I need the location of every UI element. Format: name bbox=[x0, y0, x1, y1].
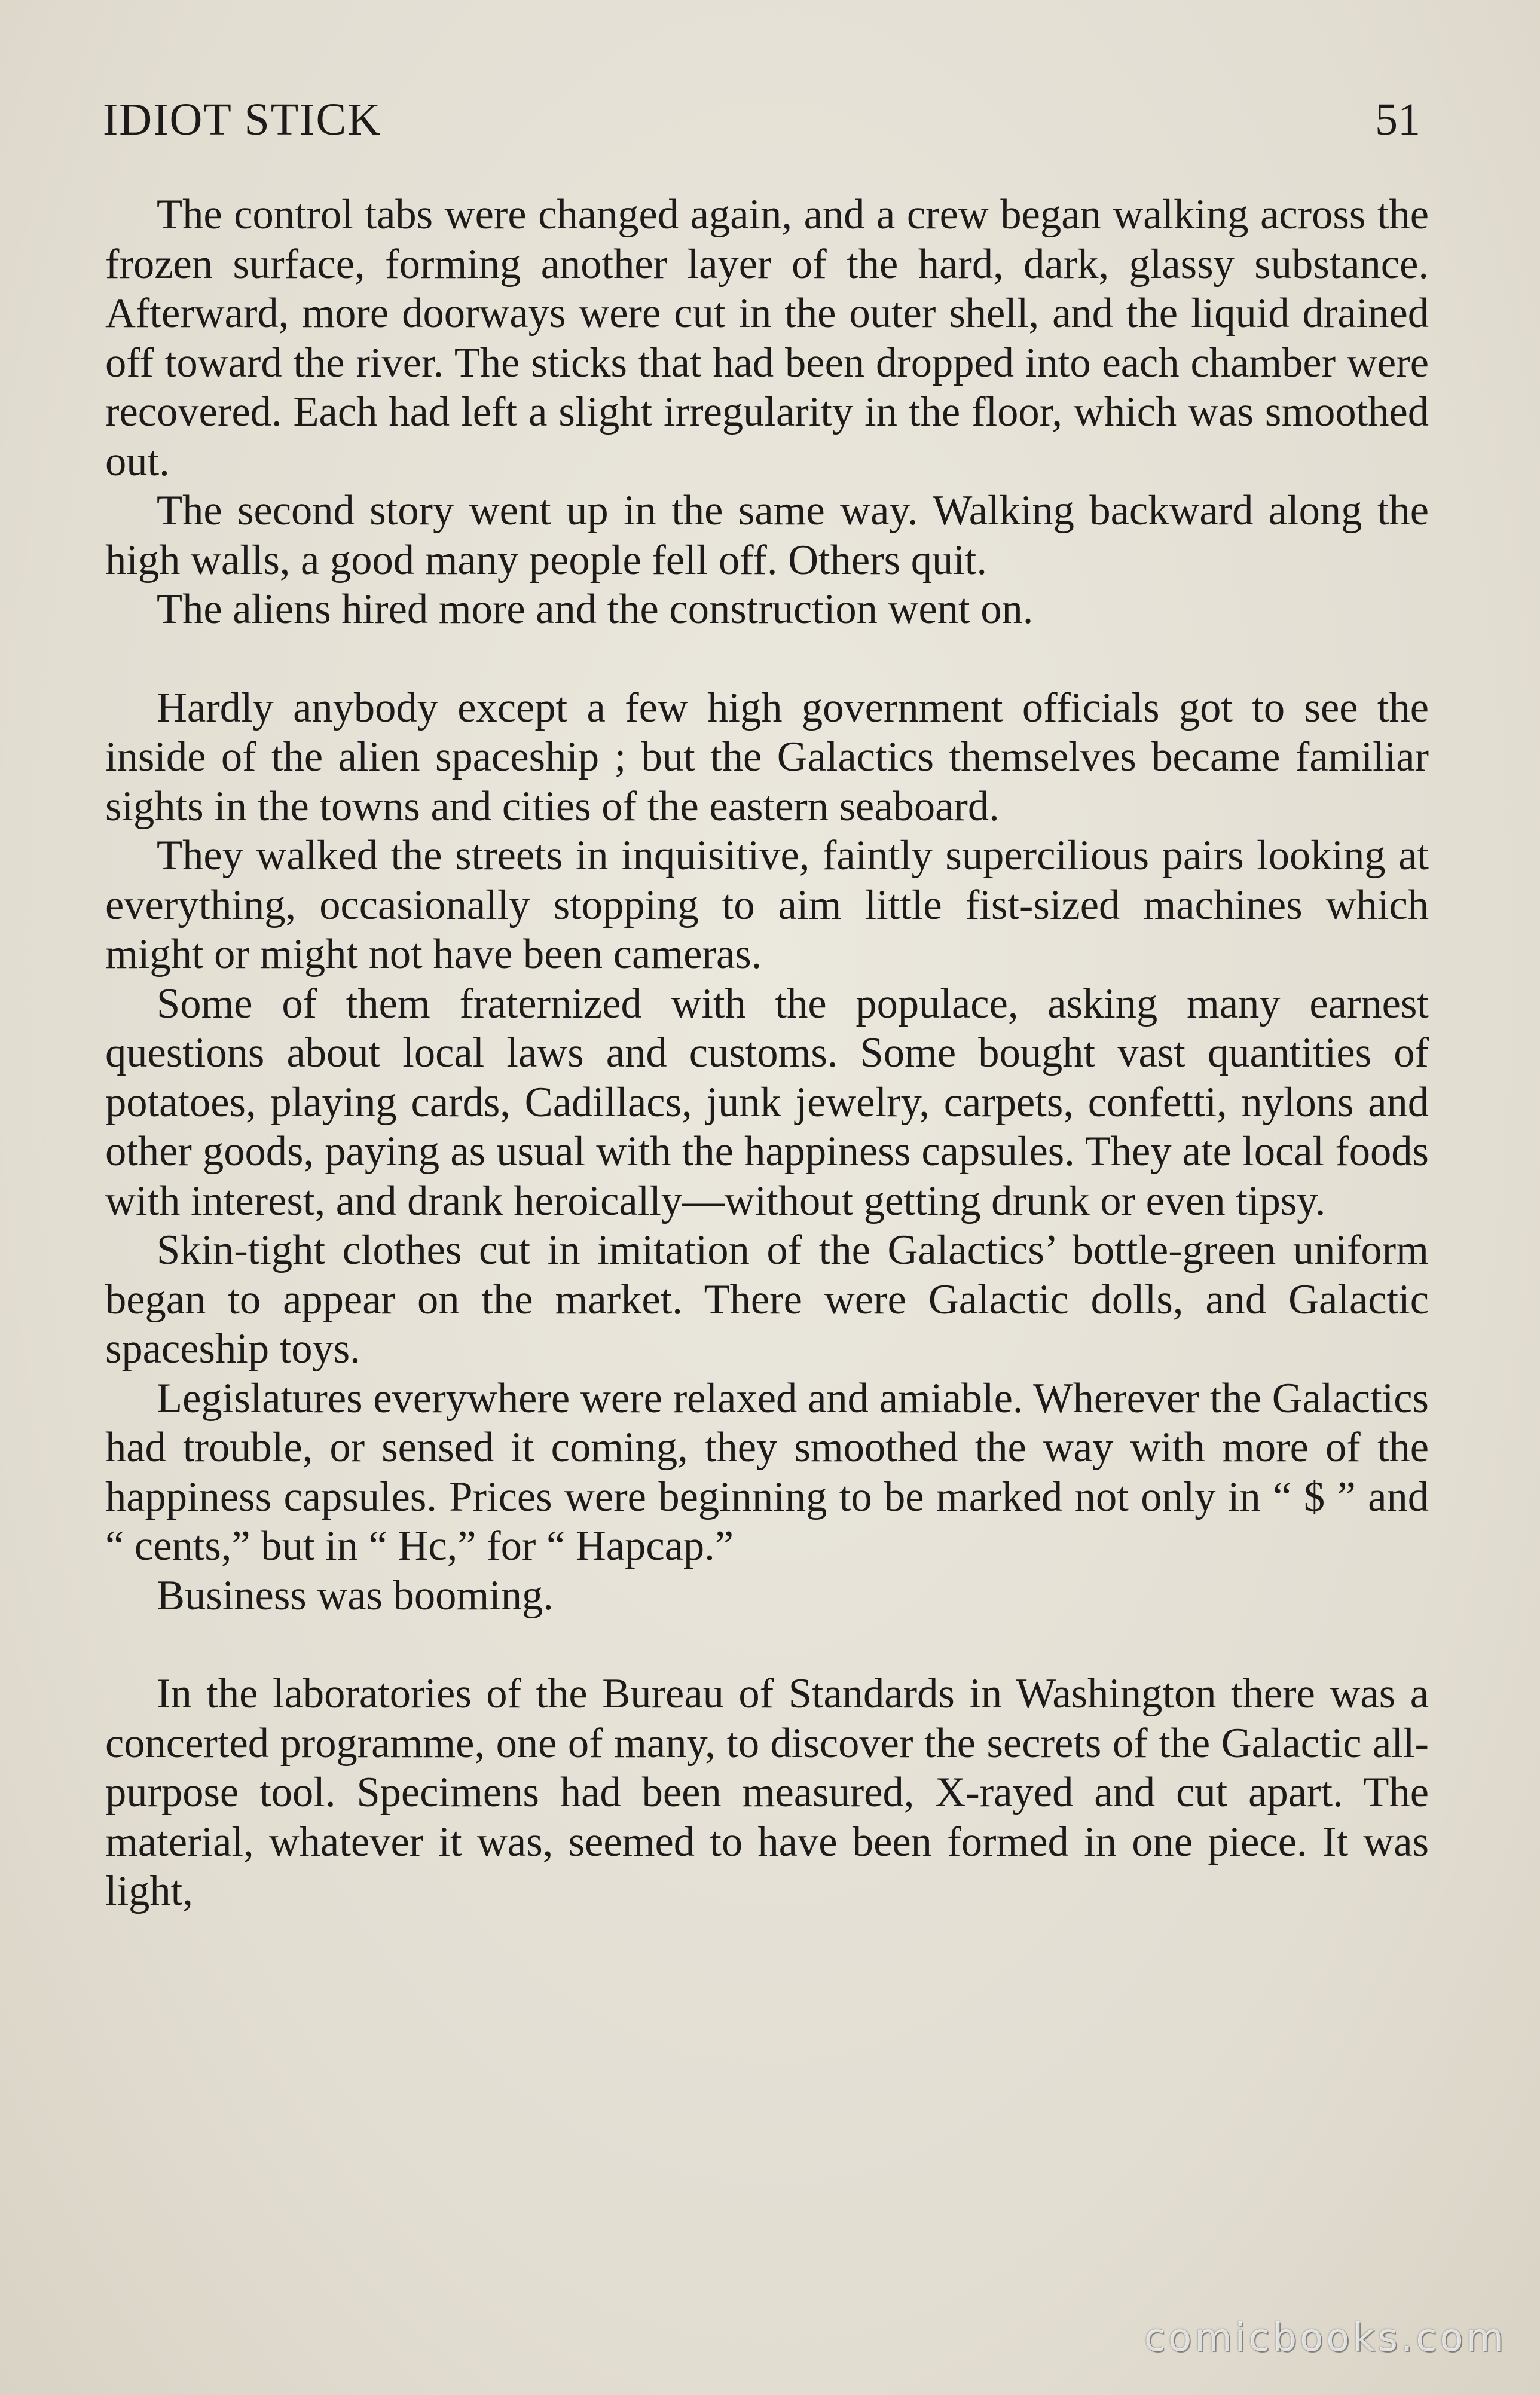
section-2 bbox=[105, 683, 1429, 1621]
paragraph: Skin-tight clothes cut in imitation of the Galactics’ bottle-green uniform began to appear on the market. There were Galactic dolls, and Galactic spaceship toys. bbox=[105, 1227, 1429, 1372]
paragraph: In the laboratories of the Bureau of Standards in Washington there was a concerted programme, one of many, to discover the secrets of the Galactic all-purpose tool. Specimens had been measured, X-rayed and cut apart. The material, whatever it was, seemed to have been formed in one piece. It was light, bbox=[105, 1670, 1429, 1914]
paragraph: They walked the streets in inquisitive, faintly supercilious pairs looking at everything, occasionally stopping to aim little fist-sized machines which might or might not have been cameras. bbox=[105, 832, 1429, 977]
body-text bbox=[105, 190, 1429, 1916]
paragraph: Hardly anybody except a few high government officials got to see the inside of the alien spaceship ; but the Galactics themselves became familiar sights in the towns and cities of the eastern seaboard. bbox=[105, 684, 1429, 830]
section-1 bbox=[105, 190, 1429, 634]
watermark: comicbooks.com bbox=[1144, 2316, 1507, 2360]
paragraph: Some of them fraternized with the populace, asking many earnest questions about local laws and customs. Some bought vast quantities of potatoes, playing cards, Cadillacs, junk jewelry, carpets, confetti, nylons and other goods, paying as usual with the happiness capsules. They ate local foods with interest, and drank heroically—without getting drunk or even tipsy. bbox=[105, 980, 1429, 1224]
paragraph: The aliens hired more and the construction went on. bbox=[157, 586, 1034, 633]
section-3 bbox=[105, 1669, 1429, 1916]
paragraph: The second story went up in the same way. Walking backward along the high walls, a good many people fell off. Others quit. bbox=[105, 487, 1429, 584]
paragraph: Legislatures everywhere were relaxed and amiable. Wherever the Galactics had trouble, or sensed it coming, they smoothed the way with more of the happiness capsules. Prices were beginning to be marked not only in “ $ ” and “ cents,” but in “ Hc,” for “ Hapcap.” bbox=[105, 1374, 1429, 1569]
running-title: IDIOT STICK bbox=[103, 94, 382, 145]
paragraph: Business was booming. bbox=[157, 1572, 554, 1619]
running-head bbox=[103, 90, 1420, 149]
page-number: 51 bbox=[1375, 94, 1420, 145]
paragraph: The control tabs were changed again, and a crew began walking across the frozen surface, forming another layer of the hard, dark, glassy substance. Afterward, more doorways were cut in the outer shell, and the liquid drained off toward the river. The sticks that had been dropped into each chamber were recovered. Each had left a slight irregularity in the floor, which was smoothed out. bbox=[105, 191, 1429, 485]
